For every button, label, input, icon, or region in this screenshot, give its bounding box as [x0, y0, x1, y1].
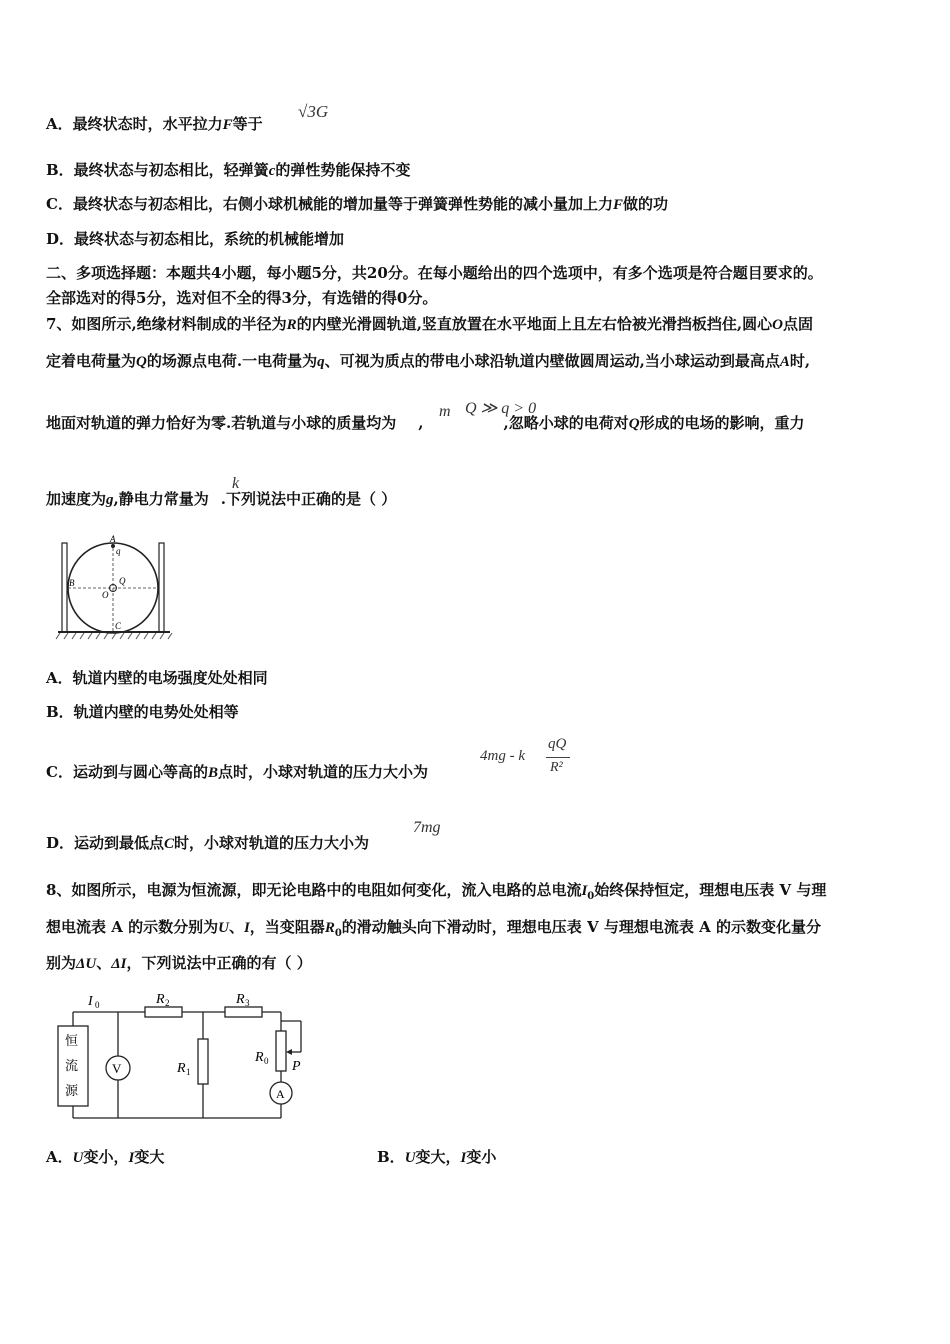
q8-fig-R2-sub: 2: [165, 998, 170, 1008]
q6-a-var: F: [222, 117, 233, 133]
q7-l1b: 的内壁光滑圆轨道,竖直放置在水平地面上且左右恰被光滑挡板挡住,圆心: [296, 315, 773, 333]
q8-b-text: B．: [377, 1148, 405, 1166]
q7-c-fraction-bar: [546, 757, 570, 758]
q8-b-I: I: [460, 1150, 467, 1166]
q7-math-Qq: Q ≫ q > 0: [465, 400, 537, 417]
q7-c-text: C．运动到与圆心等高的: [46, 763, 208, 781]
q8-l3-dI: ΔI: [111, 956, 127, 972]
q7-l1c: 点固: [782, 315, 813, 333]
q7-l2a: 定着电荷量为: [46, 352, 137, 370]
q6-c-var: F: [612, 197, 623, 213]
q7-c-math-lead: 4mg - k: [480, 748, 525, 764]
q8-option-a: [46, 1147, 164, 1168]
q6-c-text: C．最终状态与初态相比，右侧小球机械能的增加量等于弹簧弹性势能的减小量加上力: [46, 195, 613, 213]
q6-option-c: [46, 194, 668, 215]
q8-fig-R3-sub: 3: [245, 998, 250, 1008]
q8-b-text3: 变小: [466, 1148, 497, 1166]
q8-l3b: 、: [96, 954, 112, 972]
q7-l1-O: O: [772, 317, 783, 333]
q8-b-U: U: [404, 1150, 416, 1166]
q7-fig-A: A: [110, 535, 116, 544]
q7-d-math: 7mg: [413, 819, 441, 836]
q7-c-math-den: R²: [550, 760, 563, 775]
q8-fig-R1: R: [177, 1061, 186, 1076]
q7-l4c: .下列说法中正确的是（ ）: [220, 490, 397, 508]
q7-option-c: [46, 762, 428, 783]
q8-b-text2: 变大，: [415, 1148, 461, 1166]
q7-l3a: 地面对轨道的弹力恰好为零.若轨道与小球的质量均为: [46, 414, 397, 432]
q7-fig-q: q: [116, 546, 121, 556]
q8-fig-I0: I: [88, 994, 93, 1009]
q8-l3c: ，下列说法中正确的有（ ）: [126, 954, 312, 972]
q6-option-d: D．最终状态与初态相比，系统的机械能增加: [46, 230, 345, 248]
q8-fig-R0: R: [255, 1050, 264, 1065]
q6-a-text2: 等于: [232, 115, 263, 133]
q8-l2b: 、: [228, 918, 244, 936]
q7-line1: [46, 314, 813, 335]
q6-a-text: A．最终状态时，水平拉力: [46, 115, 223, 133]
q8-fig-src2: 流: [65, 1058, 79, 1073]
q8-l2-sub: 0: [334, 928, 342, 939]
q8-l2d: 的滑动触头向下滑动时，理想电压表 V 与理想电流表 A 的示数变化量分: [341, 918, 821, 936]
q7-l1-R: R: [286, 317, 297, 333]
q8-l3-dU: ΔU: [76, 956, 97, 972]
q7-line4: [46, 489, 396, 510]
q8-fig-src3: 源: [65, 1083, 79, 1098]
q8-line1: [46, 880, 826, 907]
q6-c-text2: 做的功: [622, 195, 668, 213]
q8-circuit: [50, 988, 320, 1123]
q7-math-m: m: [439, 403, 451, 420]
q8-line2: [46, 917, 821, 944]
q7-l4a: 加速度为: [46, 490, 107, 508]
q8-line3: [46, 953, 312, 974]
q7-l4b: ,静电力常量为: [113, 490, 209, 508]
q7-l2-q: q: [317, 354, 325, 370]
section2-line1: 二、多项选择题：本题共4小题，每小题5分，共20分。在每小题给出的四个选项中，有多个选项是符合题目要求的。: [46, 264, 823, 282]
q8-l1-I: I: [581, 883, 588, 899]
q7-d-text: D．运动到最低点: [46, 834, 165, 852]
q8-option-b: [377, 1147, 496, 1168]
q7-line3: [46, 413, 805, 434]
q8-l2-R: R: [324, 920, 335, 936]
q7-l3c: ,忽略小球的电荷对: [503, 414, 629, 432]
q7-option-b: B．轨道内壁的电势处处相等: [46, 703, 239, 721]
q7-c-var: B: [207, 765, 218, 781]
q8-fig-R0-sub: 0: [264, 1056, 269, 1066]
section2-line2: 全部选对的得5分，选对但不全的得3分，有选错的得0分。: [46, 289, 438, 307]
q8-fig-R3: R: [236, 992, 245, 1007]
q7-c-text2: 点时，小球对轨道的压力大小为: [217, 763, 428, 781]
q7-c-math-num: qQ: [548, 736, 567, 752]
q6-a-math: √3G: [298, 102, 329, 121]
q7-l3b: ,: [418, 414, 424, 432]
q7-d-text2: 时，小球对轨道的压力大小为: [174, 834, 370, 852]
q8-l2a: 想电流表 A 的示数分别为: [46, 918, 219, 936]
q7-math-k: k: [232, 475, 240, 492]
q7-l3d: 形成的电场的影响，重力: [639, 414, 805, 432]
q7-l2-Q: Q: [136, 354, 147, 370]
q7-l3-Q: Q: [628, 416, 640, 432]
q8-l1-sub: 0: [587, 891, 595, 902]
q8-l1b: 始终保持恒定，理想电压表 V 与理: [594, 881, 827, 899]
q7-fig-O: O: [102, 590, 109, 600]
q8-fig-R2: R: [156, 992, 165, 1007]
q8-fig-V: V: [112, 1061, 122, 1076]
q6-b-text2: 的弹性势能保持不变: [275, 161, 411, 179]
q8-a-text: A．: [46, 1148, 73, 1166]
q8-a-text3: 变大: [134, 1148, 165, 1166]
q7-l2d: 时,: [789, 352, 811, 370]
q8-l3a: 别为: [46, 954, 77, 972]
q8-fig-P: P: [292, 1059, 301, 1074]
q6-option-b: [46, 160, 410, 181]
q6-b-text: B．最终状态与初态相比，轻弹簧: [46, 161, 269, 179]
q7-l2b: 的场源点电荷.一电荷量为: [146, 352, 318, 370]
q7-fig-C: C: [115, 621, 122, 631]
q7-l4-g: g: [106, 492, 114, 508]
q7-fig-Q: Q: [119, 576, 126, 586]
q6-option-a: [46, 114, 263, 135]
q7-option-d: [46, 833, 369, 854]
q7-fig-B: B: [69, 578, 75, 588]
q7-option-a: A．轨道内壁的电场强度处处相同: [46, 669, 268, 687]
q8-fig-R1-sub: 1: [186, 1067, 191, 1077]
q8-l1a: 8、如图所示，电源为恒流源，即无论电路中的电阻如何变化，流入电路的总电流: [46, 881, 582, 899]
q7-d-var: C: [164, 836, 175, 852]
q8-l2-U: U: [218, 920, 229, 936]
q7-line2: [46, 351, 810, 372]
q6-b-var: c: [268, 163, 276, 179]
q8-a-U: U: [72, 1150, 84, 1166]
q8-a-I: I: [128, 1150, 135, 1166]
q8-a-text2: 变小，: [83, 1148, 129, 1166]
q8-fig-src1: 恒: [65, 1033, 79, 1048]
q7-figure: [54, 535, 174, 640]
q7-l2-A: A: [779, 354, 790, 370]
q8-l2-I: I: [243, 920, 250, 936]
q8-fig-A: A: [276, 1087, 285, 1101]
q8-l2c: ，当变阻器: [249, 918, 325, 936]
q7-l2c: 、可视为质点的带电小球沿轨道内壁做圆周运动,当小球运动到最高点: [324, 352, 780, 370]
q7-l1a: 7、如图所示,绝缘材料制成的半径为: [46, 315, 287, 333]
q8-fig-I0-sub: 0: [95, 1000, 100, 1010]
